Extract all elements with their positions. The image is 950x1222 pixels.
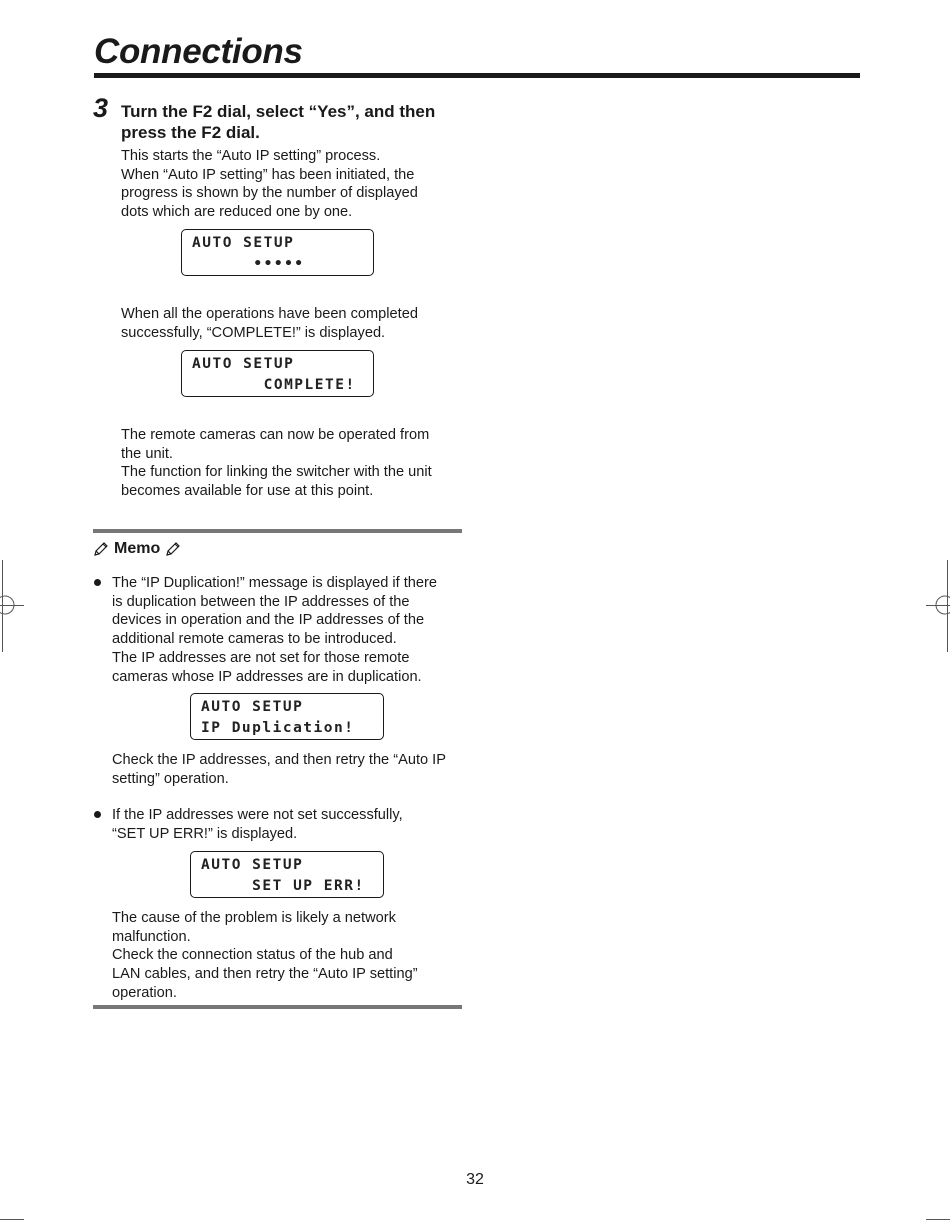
- text-line: “SET UP ERR!” is displayed.: [112, 825, 298, 842]
- text-line: malfunction.: [112, 928, 191, 945]
- text-line: dots which are reduced one by one.: [121, 204, 353, 221]
- memo-item-2-after: [112, 909, 472, 1003]
- text-line: The function for linking the switcher with the unit: [121, 464, 432, 481]
- text-line: becomes available for use at this point.: [121, 483, 374, 500]
- text-line: devices in operation and the IP addresses of the: [112, 612, 425, 629]
- lcd-line: AUTO SETUP: [201, 857, 304, 873]
- lcd-display-error: [190, 851, 384, 898]
- text-line: The “IP Duplication!” message is displayed if there: [112, 575, 438, 591]
- text-line: the unit.: [121, 445, 173, 462]
- text-line: When all the operations have been completed: [121, 306, 418, 322]
- text-line: The remote cameras can now be operated from: [121, 427, 430, 443]
- memo-item-1-after: [112, 751, 472, 788]
- lcd-line: COMPLETE!: [192, 377, 356, 393]
- text-line: successfully, “COMPLETE!” is displayed.: [121, 324, 386, 341]
- lcd-line: SET UP ERR!: [201, 878, 365, 894]
- step-heading-line: Turn the F2 dial, select “Yes”, and then: [121, 102, 436, 121]
- text-line: Check the IP addresses, and then retry the “Auto IP: [112, 752, 446, 768]
- crop-mark: [0, 1219, 24, 1220]
- bullet-icon: [94, 579, 101, 586]
- text-line: operation.: [112, 984, 177, 1001]
- page-number: 32: [466, 1171, 484, 1188]
- lcd-line: AUTO SETUP: [192, 235, 295, 251]
- title-rule: [94, 73, 860, 78]
- memo-item-2: [112, 806, 472, 843]
- step-number: 3: [93, 93, 109, 123]
- step-intro: [121, 147, 481, 222]
- text-line: The cause of the problem is likely a network: [112, 910, 396, 926]
- text-line: If the IP addresses were not set successfully,: [112, 807, 403, 823]
- memo-bottom-rule: [93, 1005, 462, 1009]
- text-line: LAN cables, and then retry the “Auto IP setting”: [112, 966, 418, 983]
- lcd-display-complete: [181, 350, 374, 397]
- memo-top-rule: [93, 529, 462, 533]
- registration-mark-icon: [924, 592, 950, 618]
- page-title: Connections: [94, 32, 303, 71]
- bullet-icon: [94, 811, 101, 818]
- memo-heading: [93, 540, 181, 558]
- pencil-icon: [165, 541, 181, 557]
- lcd-display-progress: [181, 229, 374, 276]
- text-line: The IP addresses are not set for those remote: [112, 649, 410, 666]
- result-text: [121, 426, 481, 501]
- text-line: is duplication between the IP addresses of the: [112, 593, 410, 610]
- memo-item-1: [112, 574, 472, 686]
- crop-mark: [926, 1219, 950, 1220]
- step-heading-line: press the F2 dial.: [121, 123, 260, 142]
- lcd-line: •••••: [192, 256, 305, 272]
- lcd-line: IP Duplication!: [201, 720, 355, 736]
- pencil-icon: [93, 541, 109, 557]
- text-line: When “Auto IP setting” has been initiated, the: [121, 166, 415, 183]
- memo-title: Memo: [114, 540, 161, 557]
- text-line: setting” operation.: [112, 770, 229, 787]
- text-line: This starts the “Auto IP setting” process.: [121, 148, 381, 164]
- complete-text: [121, 305, 481, 342]
- text-line: cameras whose IP addresses are in duplication.: [112, 668, 422, 685]
- text-line: progress is shown by the number of displayed: [121, 185, 418, 202]
- lcd-display-duplication: [190, 693, 384, 740]
- text-line: Check the connection status of the hub and: [112, 947, 393, 964]
- registration-mark-icon: [0, 592, 26, 618]
- text-line: additional remote cameras to be introduced.: [112, 631, 397, 648]
- step-heading: [121, 101, 461, 143]
- lcd-line: AUTO SETUP: [201, 699, 304, 715]
- lcd-line: AUTO SETUP: [192, 356, 295, 372]
